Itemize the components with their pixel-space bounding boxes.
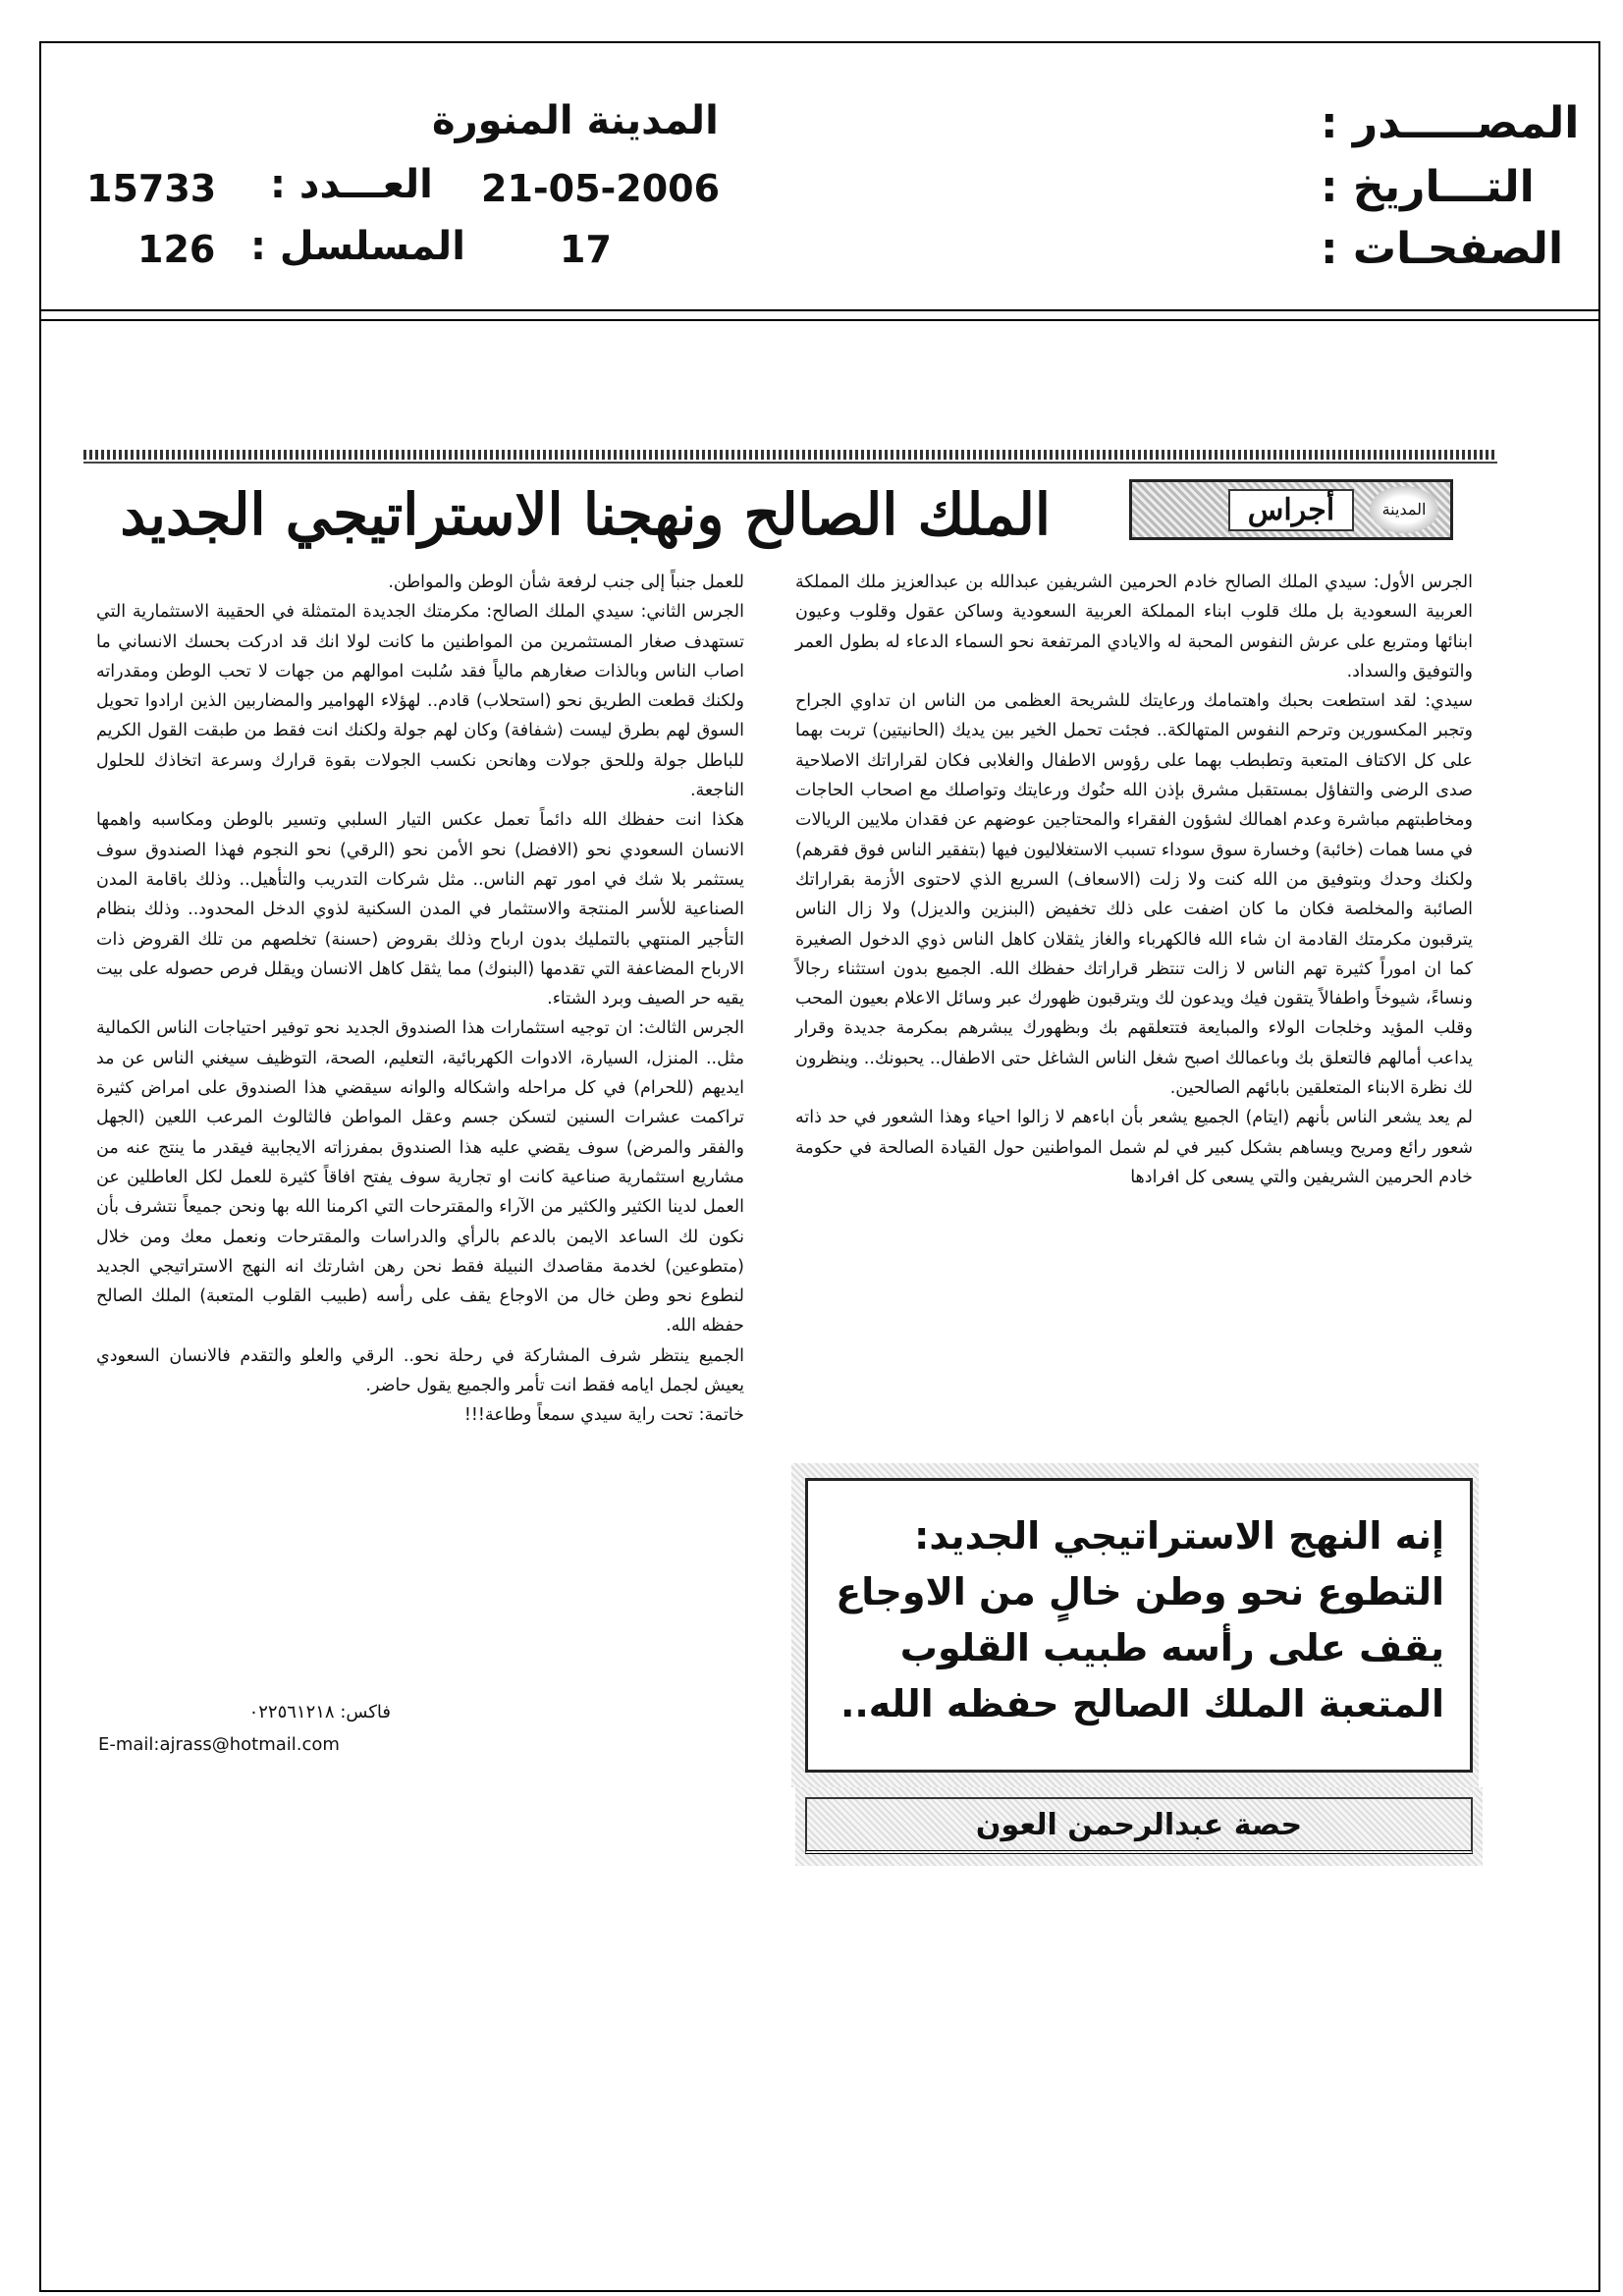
paragraph: الجرس الأول: سيدي الملك الصالح خادم الحرمين الشريفين عبدالله بن عبدالعزيز ملك المملكة العربية السعودية بل ملك قلوب ابناء المملكة العربية السعودية وساكن عقول وقلوب وعيون ابنائها ومتربع على عرش النفوس المحبة له والايادي المرتفعة نحو السماء الدعاء له بطول العمر والتوفيق والسداد. [795, 573, 1473, 682]
paragraph: خاتمة: تحت راية سيدي سمعاً وطاعة!!! [463, 1405, 744, 1426]
source-label: المصـــــدر : [1321, 98, 1580, 148]
paragraph: للعمل جنباً إلى جنب لرفعة شأن الوطن والمواطن. [388, 573, 744, 592]
article-column-left [96, 568, 744, 1431]
serial-value: 126 [137, 228, 216, 271]
paragraph: هكذا انت حفظك الله دائماً تعمل عكس التيار السلبي وتسير بالوطن ومكاسبه واهمها الانسان السعودي نحو (الافضل) نحو الأمن نحو (الرقي) نحو النجوم فهذا الصندوق سوف يستثمر بلا شك في امور تهم الناس.. مثل شركات التدريب والتأهيل.. وذلك باقامة المدن الصناعية للأسر المنتجة والاستثمار في المدن السكنية لذوي الدخل المحدود.. وذلك بنظام التأجير المنتهي بالتمليك بدون ارباح وذلك بقروض (حسنة) تخلصهم من تلك القروض ذات الارباح المضاعفة التي تقدمها (البنوك) مما يثقل كاهل الانسان ويقلل فرص حصوله على بيت يقيه حر الصيف وبرد الشتاء. [96, 810, 744, 1010]
pull-quote: إنه النهج الاستراتيجي الجديد: التطوع نحو وطن خالٍ من الاوجاع يقف على رأسه طبيب القلوب المتعبة الملك الصالح حفظه الله.. [805, 1478, 1473, 1773]
paragraph: الجرس الثاني: سيدي الملك الصالح: مكرمتك الجديدة المتمثلة في الحقيبة الاستثمارية التي تستهدف صغار المستثمرين من المواطنين ما كانت لولا انك قد ادركت بحسك الانساني ما اصاب الناس وبالذات صغارهم مالياً فقد سُلبت اموالهم من جهات لا تحب الوطن ومقدراته ولكنك قطعت الطريق نحو (استحلاب) قادم.. لهؤلاء الهوامير والمضاربين الذين ارادوا تحويل السوق لهم بطرق ليست (شفافة) وكان لهم جولة ولكنك انت فقط من طبقت القول الكريم للباطل جولة وللحق جولات وهانحن نكسب الجولات بقوة قرارك وسرعة اتخاذك للحلول الناجعة. [96, 602, 744, 801]
source-value: المدينة المنورة [432, 98, 719, 143]
header-rule-bottom [39, 319, 1600, 321]
newspaper-logo: المدينة [1370, 486, 1438, 533]
section-badge-label: أجراس [1228, 489, 1354, 531]
header-rule-top [39, 309, 1600, 311]
paragraph: لم يعد يشعر الناس بأنهم (ايتام) الجميع يشعر بأن اباءهم لا زالوا احياء وهذا الشعور في حد ذاته شعور رائع ومريح ويساهم بشكل كبير في لم شمل المواطنين حول القيادة الصالحة في حكومة خادم الحرمين الشريفين والتي يسعى كل افرادها [795, 1108, 1473, 1187]
date-value: 21-05-2006 [481, 167, 721, 210]
clipping-solid-rule [83, 462, 1497, 464]
pages-label: الصفحـات : [1321, 224, 1564, 274]
author-name: حصة عبدالرحمن العون [805, 1797, 1473, 1854]
email-address: E-mail:ajrass@hotmail.com [98, 1734, 340, 1755]
issue-value: 15733 [86, 167, 217, 210]
paragraph: الجرس الثالث: ان توجيه استثمارات هذا الصندوق الجديد نحو توفير احتياجات الناس الكمالية مثل.. المنزل، السيارة، الادوات الكهربائية، التعليم، الصحة، التوظيف سيغني الناس عن مد ايديهم (للحرام) في كل مراحله واشكاله والوانه سيقضي هذا الصندوق على امراض كثيرة تراكمت عشرات السنين لتسكن جسم وعقل المواطن فالثالوث المرعب اللعين (الجهل والفقر والمرض) سوف يقضي عليه هذا الصندوق بمفرزاته الايجابية فيقدر ما ينتج عنه من مشاريع استثمارية صناعية كانت او تجارية سوف يفتح افاقاً كثيرة للعمل لكل العاطلين عن العمل لدينا الكثير والكثير من الآراء والمقترحات التي اكرمنا الله بها ونحن جميعاً نتشرف بأن نكون لك الساعد الايمن بالدعم بالرأي والدراسات والمقترحات ونعمل معك ومن خلال (متطوعين) لخدمة مقاصدك النبيلة فقط نحن رهن اشارتك انه النهج الاستراتيجي الجديد لنطوع نحو وطن خال من الاوجاع يقف على رأسه (طبيب القلوب المتعبة) الملك الصالح حفظه الله. [96, 1018, 744, 1337]
paragraph: سيدي: لقد استطعت بحبك واهتمامك ورعايتك للشريحة العظمى من الناس ان تداوي الجراح وتجبر المكسورين وترحم النفوس المتهالكة.. فجئت تحمل الخير بين يديك (الحانيتين) تربت بهما على كل الاكتاف المتعبة وتطبطب بهما على رؤوس الاطفال والغلابى فكان لقراراتك الاصلاحية صدى الرضى والتفاؤل بمستقبل مشرق بإذن الله حنُوك ورعايتك وتواصلك مع اصحاب الحاجات ومخاطبتهم مباشرة وعدم اهمالك لشؤون الفقراء والمحتاجين عوضهم عن فقدان ملايين الريالات في مسا همات (خائبة) وخسارة سوق سوداء تسبب الاستغلاليون فيها (بتفقير الناس فوق فقرهم) ولكنك وحدك وبتوفيق من الله كنت ولا زلت (الاسعاف) السريع الذي لاحتوى الأزمة بقراراتك الصائبة والمخلصة فكان ما كان اضفت على ذلك تخفيض (البنزين والديزل) ولا زال الناس يترقبون مكرمتك القادمة ان شاء الله فالكهرباء والغاز يثقلان كاهل الناس ذوي الدخول الصغيرة كما ان اموراً كثيرة تهم الناس لا زالت تنتظر قراراتك حفظك الله. الجميع بدون استثناء رجالاً ونساءً، شيوخاً واطفالاً يتقون فيك ويدعون لك ويترقبون ظهورك عبر وسائل الاعلام بعيون المحب وقلب المؤيد وخلجات الولاء والمبايعة فتتعلقهم بك وبظهورك يبشرهم بمكرمة جديدة وقرار يداعب أمالهم فالتعلق بك وباعمالك اصبح شغل الناس الشاغل حتى الاطفال.. يحبونك.. وينظرون لك نظرة الابناء المتعلقين بابائهم الصالحين. [795, 691, 1473, 1099]
fax-number: فاكس: ٠٢٢٥٦١٢١٨ [248, 1702, 391, 1722]
issue-label: العـــدد : [270, 162, 433, 207]
article-headline: الملك الصالح ونهجنا الاستراتيجي الجديد [120, 481, 1051, 548]
date-label: التـــاريخ : [1321, 162, 1535, 212]
article-column-right [795, 568, 1473, 1192]
paragraph: الجميع ينتظر شرف المشاركة في رحلة نحو.. الرقي والعلو والتقدم فالانسان السعودي يعيش لجمل ايامه فقط انت تأمر والجميع يقول حاضر. [96, 1345, 744, 1396]
clipping-dotted-rule [83, 450, 1497, 460]
serial-label: المسلسل : [250, 224, 465, 269]
pages-value: 17 [560, 228, 612, 271]
